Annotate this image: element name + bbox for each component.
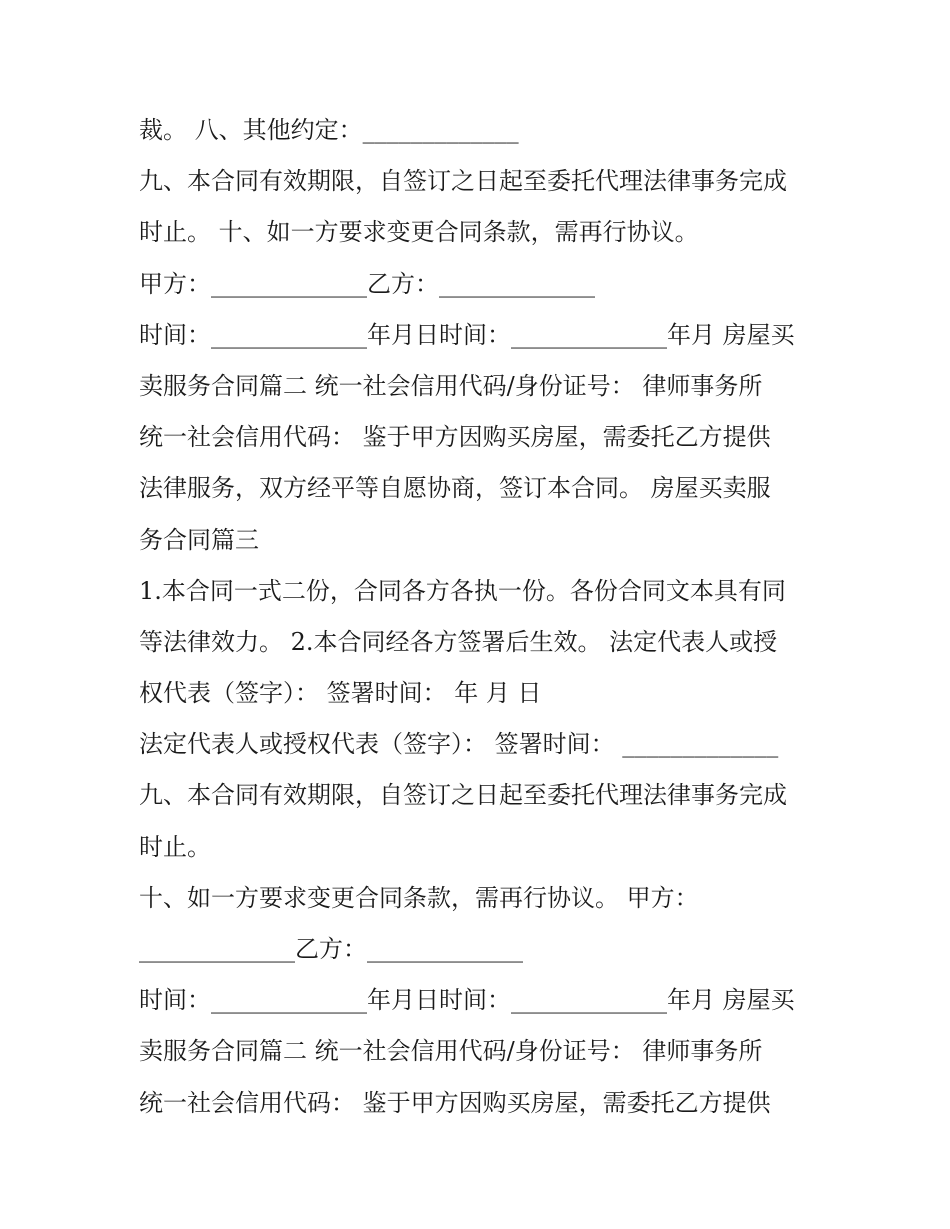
text-line-10: 1.本合同一式二份，合同各方各执一份。各份合同文本具有同: [139, 576, 786, 605]
text-line-9: 务合同篇三: [139, 525, 259, 554]
text-line-13: 法定代表人或授权代表（签字）： 签署时间： _____________: [139, 730, 779, 759]
text-line-18: 时间：_____________年月日时间：_____________年月 房屋买: [139, 986, 795, 1015]
text-line-20: 统一社会信用代码： 鉴于甲方因购买房屋，需委托乙方提供: [139, 1088, 771, 1117]
text-line-11: 等法律效力。 2.本合同经各方签署后生效。 法定代表人或授: [139, 627, 778, 656]
text-line-6: 卖服务合同篇二 统一社会信用代码/身份证号： 律师事务所: [139, 371, 763, 400]
text-line-16: 十、如一方要求变更合同条款，需再行协议。 甲方：: [139, 883, 699, 912]
text-line-8: 法律服务，双方经平等自愿协商，签订本合同。 房屋买卖服: [139, 474, 771, 503]
document-body: [139, 105, 819, 1129]
text-line-15: 时止。: [139, 832, 211, 861]
text-line-3: 时止。 十、如一方要求变更合同条款，需再行协议。: [139, 218, 699, 247]
text-line-2: 九、本合同有效期限，自签订之日起至委托代理法律事务完成: [139, 167, 787, 196]
text-line-14: 九、本合同有效期限，自签订之日起至委托代理法律事务完成: [139, 781, 787, 810]
text-line-1: 裁。 八、其他约定：_____________: [139, 116, 519, 144]
text-line-12: 权代表（签字）： 签署时间： 年 月 日: [139, 679, 542, 708]
text-line-7: 统一社会信用代码： 鉴于甲方因购买房屋，需委托乙方提供: [139, 423, 771, 452]
text-line-5: 时间：_____________年月日时间：_____________年月 房屋买: [139, 320, 795, 349]
text-line-19: 卖服务合同篇二 统一社会信用代码/身份证号： 律师事务所: [139, 1037, 763, 1066]
text-line-4: 甲方：_____________乙方：_____________: [139, 269, 595, 298]
text-line-17: _____________乙方：_____________: [139, 935, 523, 963]
